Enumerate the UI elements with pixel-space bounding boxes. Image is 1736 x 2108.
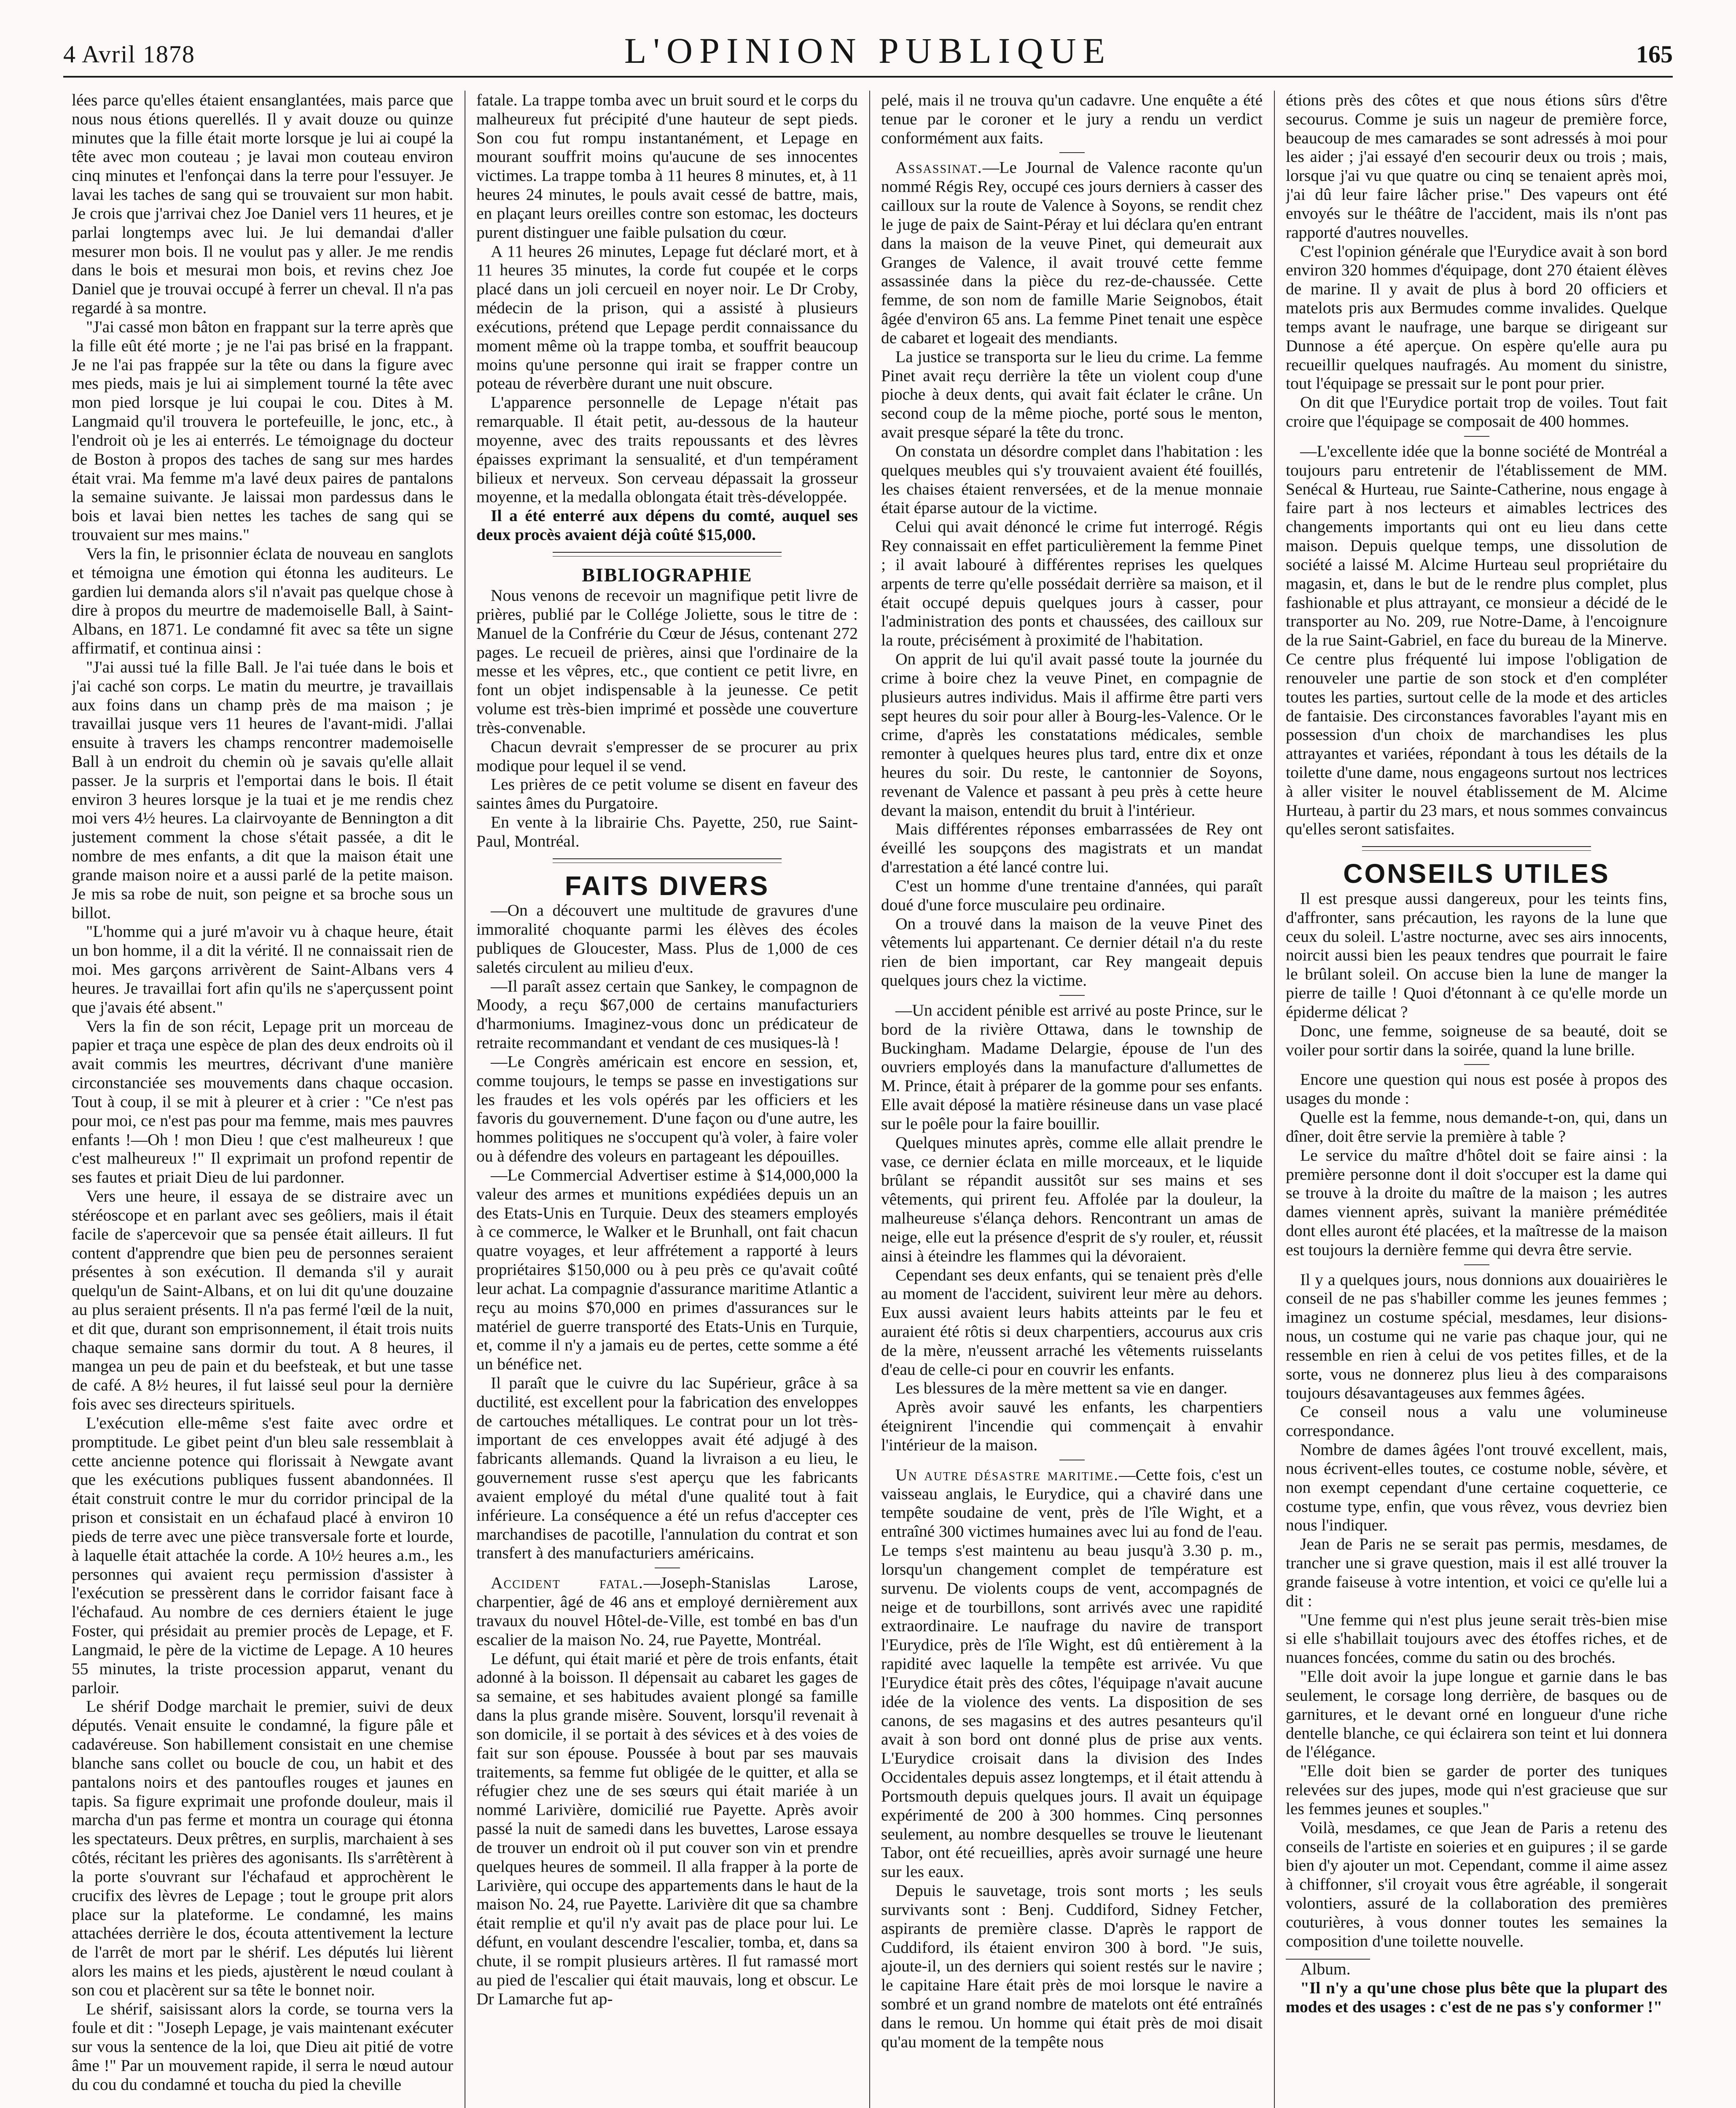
- short-rule: [1464, 1264, 1489, 1265]
- paragraph: —Le Congrès américain est encore en session, et, comme toujours, le temps se passe en investigations sur les fraudes et les vols opérés par les officiers et les favoris du gouvernement. D'une façon ou d'une autre, les hommes politiques ne s'occupent qu'à voler, à faire voler ou à défendre des voleurs en partageant les dépouilles.: [476, 1052, 858, 1166]
- paragraph: "Elle doit avoir la jupe longue et garnie dans le bas seulement, le corsage long derrière, de basques ou de garnitures, et le devant orné en longueur d'une riche dentelle blanche, ce qui éclairera son teint et lui donnera de l'élégance.: [1286, 1667, 1667, 1761]
- paragraph: Les blessures de la mère mettent sa vie en danger.: [895, 1379, 1228, 1398]
- item-text: —Cette fois, c'est un vaisseau anglais, le Eurydice, qui a chaviré dans une tempête soudaine de vent, près de l'île Wight, et a entraîné 300 victimes humaines avec lui au fond de l'eau. Le temps s'est maintenu au beau jusqu'à 3.30 p. m., lorsqu'un changement complet de température est survenu. De violents coups de vent, accompagnés de neige et de tourbillons, sont arrivés avec une rapidité extraordinaire. Le naufrage du navire de transport l'Eurydice, près de l'île Wight, est dû entièrement à la rapidité avec laquelle la tempête est arrivée. Vu que l'Eurydice était près des côtes, l'équipage n'avait aucune idée de la violence des vents. La disposition de ses canons, de ses magasins et des autres pesanteurs qu'il avait à son bord ont donné plus de prise aux vents. L'Eurydice croisait dans la division des Indes Occidentales depuis assez longtemps, et il était attendu à Portsmouth depuis quelques jours. Il avait un équipage expérimenté de 200 à 300 hommes. Cinq personnes seulement, au nombre desquelles se trouve le lieutenant Tabor, ont été recueillies, après avoir surnagé une heure sur les eaux.: [881, 1465, 1263, 1881]
- paragraph: On constata un désordre complet dans l'habitation : les quelques meubles qui s'y trouvaient avaient été fouillés, les chaises étaient renversées, et de la menue monnaie était éparse autour de la victime.: [881, 441, 1263, 517]
- paragraph: L'apparence personnelle de Lepage n'était pas remarquable. Il était petit, au-dessous de la hauteur moyenne, avec des traits repoussants et des lèvres épaisses exprimant la sensualité, et d'un tempérament bilieux et nerveux. Son cerveau dépassait la grosseur moyenne, et la medalla oblongata était très-développée.: [476, 393, 858, 506]
- ornament-divider: [553, 858, 782, 863]
- paragraph: —Un accident pénible est arrivé au poste Prince, sur le bord de la rivière Ottawa, dans le township de Buckingham. Madame Delargie, épouse de l'un des ouvriers employés dans la manufacture d'allumettes de M. Prince, était à préparer de la gomme pour ses enfants. Elle avait déposé la matière résineuse dans un vase placé sur le poêle pour la faire bouillir.: [881, 1000, 1263, 1133]
- paragraph: [476, 1573, 858, 1649]
- paragraph: —L'excellente idée que la bonne société de Montréal a toujours paru entretenir de l'établissement de MM. Senécal & Hurteau, rue Sainte-Catherine, nous engage à faire part à nos lecteurs et aimables lectrices des changements importants qui ont eu lieu dans cette maison. Depuis quelque temps, une dissolution de société a laissé M. Alcime Hurteau seul propriétaire du magasin, et, dans le but de le rendre plus complet, plus fashionable et plus attrayant, ce monsieur a décidé de le transporter au No. 209, rue Notre-Dame, à l'encoignure de la rue Saint-Gabriel, en face du bureau de la Minerve. Ce centre plus fréquenté lui impose l'obligation de renouveler une partie de son stock et d'en compléter toutes les parties, surtout celle de la mode et des articles de fantaisie. Des circonstances favorables l'ayant mis en possession d'un choix de marchandises les plus attrayantes et variées, répondant à tous les détails de la toilette d'une dame, nous engageons surtout nos lectrices à aller visiter le nouvel établissement de M. Alcime Hurteau, à partir du 23 mars, et nous sommes convaincus qu'elles seront satisfaites.: [1286, 441, 1667, 839]
- column-divider: [869, 91, 870, 2108]
- paragraph: Nous venons de recevoir un magnifique petit livre de prières, publié par le Collége Joliette, sous le titre de : Manuel de la Confrérie du Cœur de Jésus, contenant 272 pages. Le recueil de prières, ainsi que l'ordinaire de la messe et les vêpres, etc., que contient ce petit livre, en font un objet indispensable à la jeunesse. Ce petit volume est très-bien imprimé et possède une couverture très-convenable.: [476, 586, 858, 737]
- paragraph: C'est l'opinion générale que l'Eurydice avait à son bord environ 320 hommes d'équipage, dont 270 étaient élèves de marine. Il y avait de plus à bord 20 officiers et matelots pris aux Bermudes comme invalides. Quelque temps avant le naufrage, une barque se dirigeant sur Dunnose a été aperçue. On espère qu'elle aura pu recueillir quelques naufragés. Au moment du sinistre, tout l'équipage se pressait sur le pont pour prier.: [1286, 242, 1667, 393]
- column-4: [1286, 91, 1667, 2108]
- paragraph: L'exécution elle-même s'est faite avec ordre et promptitude. Le gibet peint d'un bleu sale ressemblait à cette ancienne potence qui florissait à Newgate avant que les exécutions publiques fussent abandonnées. Il était construit contre le mur du corridor principal de la prison et consistait en un échafaud placé à environ 10 pieds de terre avec une pièce transversale forte et lourde, à laquelle était attachée la corde. A 10½ heures a.m., les personnes qui avaient reçu permission d'assister à l'exécution se pressèrent dans le corridor faisant face à l'échafaud. Au nombre de ces derniers étaient le juge Foster, qui présidait au premier procès de Lepage, et F. Langmaid, le père de la victime de Lepage. A 10 heures 55 minutes, la triste procession apparut, venant du parloir.: [72, 1413, 453, 1697]
- paragraph: Chacun devrait s'empresser de se procurer au prix modique pour lequel il se vend.: [476, 737, 858, 775]
- paragraph: Le défunt, qui était marié et père de trois enfants, était adonné à la boisson. Il dépensait au cabaret les gages de sa semaine, et ses habitudes avaient plongé sa famille dans la plus grande misère. Souvent, lorsqu'il revenait à son domicile, il se portait à des sévices et à des voies de fait sur son épouse. Poussée à bout par ses mauvais traitements, sa femme fut obligée de le quitter, et alla se réfugier chez une de ses sœurs qui était mariée à un nommé Larivière, domicilié rue Payette. Après avoir passé la nuit de samedi dans les buvettes, Larose essaya de trouver un endroit où il put couver son vin et prendre quelques heures de sommeil. Il alla frapper à la porte de Larivière, qui occupe des appartements dans le haut de la maison No. 24, rue Payette. Larivière dit que sa chambre était remplie et qu'il n'y avait pas de place pour lui. Le défunt, en voulant descendre l'escalier, tomba, et, dans sa chute, il se rompit plusieurs artères. Il fut ramassé mort au pied de l'escalier qui était mauvais, long et obscur. Le Dr Lamarche fut ap-: [476, 1649, 858, 2008]
- paragraph: Vers la fin de son récit, Lepage prit un morceau de papier et traça une espèce de plan des deux endroits où il avait commis les meurtres, décrivant d'une manière circonstanciée ses mouvements dans chaque occasion. Tout à coup, il se mit à pleurer et à crier : "Ce n'est pas pour moi, ce n'est pas pour ma femme, mais mes pauvres enfants !—Oh ! mon Dieu ! que c'est malheureux ! que c'est malheureux !" Il exprimait un profond repentir de ses fautes et priait Dieu de lui pardonner.: [72, 1016, 453, 1187]
- paragraph: On a trouvé dans la maison de la veuve Pinet des vêtements lui appartenant. Ce dernier détail n'a du reste rien de bien important, car Rey mangeait depuis quelques jours chez la victime.: [881, 914, 1263, 990]
- paragraph: "J'ai aussi tué la fille Ball. Je l'ai tuée dans le bois et j'ai caché son corps. Le matin du meurtre, je travaillais aux foins dans un champ près de ma maison ; je travaillai jusque vers 11 heures de l'avant-midi. J'allai ensuite à travers les champs rencontrer mademoiselle Ball à un endroit du chemin où je savais qu'elle allait passer. Je la surpris et l'emportai dans le bois. Il était environ 3 heures lorsque je la tuai et je me rendis chez moi vers 4½ heures. La clairvoyante de Bennington a dit justement comment la chose s'était passée, a dit le nombre de mes enfants, a dit que la maison était une grande maison noire et a aussi parlé de la petite maison. Je mis sa robe de nuit, son peigne et sa broche sous un billot.: [72, 657, 453, 922]
- ornament-divider: [1362, 846, 1591, 851]
- paragraph: C'est un homme d'une trentaine d'années, qui paraît doué d'une force musculaire peu ordinaire.: [881, 876, 1263, 914]
- paragraph: lées parce qu'elles étaient ensanglantées, mais parce que nous nous étions querellés. Il y avait douze ou quinze minutes que la fille était morte lorsque je lui ai coupé la tête avec mon couteau ; je lavai mon couteau environ cinq minutes et l'enfonçai dans la terre pour l'essuyer. Je lavai les taches de sang qui se trouvaient sur mon habit. Je crois que j'arrivai chez Joe Daniel vers 11 heures, et je parlai longtemps avec lui. Je lui demandai d'aller mesurer mon bois. Il ne voulut pas y aller. Je me rendis dans le bois et mesurai mon bois, et revins chez Joe Daniel que je trouvai occupé à ferrer un cheval. Il n'a pas regardé à sa montre.: [72, 91, 453, 317]
- short-rule: [1464, 436, 1489, 437]
- paragraph: Depuis le sauvetage, trois sont morts ; les seuls survivants sont : Benj. Cuddiford, Sidney Fetcher, aspirants de première classe. D'après le rapport de Cuddiford, ils étaient environ 300 à bord. "Je suis, ajoute-il, un des derniers qui soient restés sur le navire ; le capitaine Hare était près de moi lorsque le navire a sombré et un grand nombre de matelots ont été entraînés dans le remou. Un homme qui était près de moi disait qu'au moment de la tempête nous: [881, 1881, 1263, 2051]
- paragraph: [881, 1465, 1263, 1881]
- paragraph: Jean de Paris ne se serait pas permis, mesdames, de trancher une si grave question, mais il est allé trouver la grande faiseuse à votre intention, et voici ce qu'elle lui a dit :: [1286, 1535, 1667, 1610]
- paragraph: "Il n'y a qu'une chose plus bête que la plupart des modes et des usages : c'est de ne pas s'y conformer !": [1286, 1979, 1667, 2017]
- paragraph: Après avoir sauvé les enfants, les charpentiers éteignirent l'incendie qui commençait à envahir l'intérieur de la maison.: [881, 1398, 1263, 1454]
- paragraph: Ce conseil nous a valu une volumineuse correspondance.: [1286, 1402, 1667, 1440]
- masthead: [63, 30, 1673, 78]
- section-heading-conseils-utiles: CONSEILS UTILES: [1343, 858, 1610, 889]
- column-1: [72, 91, 453, 2108]
- paragraph: Vers la fin, le prisonnier éclata de nouveau en sanglots et témoigna une émotion qui étonna les auditeurs. Le gardien lui demanda alors s'il n'avait pas quelque chose à dire à propos du meurtre de mademoiselle Ball, à Saint-Albans, en 1871. Le condamné fit avec sa tête un signe affirmatif, et continua ainsi :: [72, 544, 453, 658]
- paragraph: Il y a quelques jours, nous donnions aux douairières le conseil de ne pas s'habiller comme les jeunes femmes ; imaginez un costume spécial, mesdames, leur disions-nous, un costume qui ne varie pas chaque jour, qui ne ressemble en rien à celui de vos petites filles, et de la sorte, vous ne donnerez plus lieu à des comparaisons toujours désavantageuses aux femmes âgées.: [1286, 1270, 1667, 1402]
- issue-date: 4 Avril 1878: [63, 40, 195, 68]
- column-2: [476, 91, 858, 2108]
- paragraph: Donc, une femme, soigneuse de sa beauté, doit se voiler pour sortir dans la soirée, quand la lune brille.: [1286, 1021, 1667, 1059]
- paragraph: étions près des côtes et que nous étions sûrs d'être secourus. Comme je suis un nageur de première force, beaucoup de mes camarades se sont adressés à moi pour les aider ; j'ai essayé d'en secourir deux ou trois ; mais, lorsque j'ai vu que quatre ou cinq se tenaient après moi, j'ai dû leur faire lâcher prise." Des vapeurs ont été envoyés sur le théâtre de l'accident, mais ils n'ont pas rapporté d'autres nouvelles.: [1286, 91, 1667, 242]
- paragraph: "L'homme qui a juré m'avoir vu à chaque heure, était un bon homme, il a dit la vérité. Il ne connaissait rien de moi. Mes garçons arrivèrent de Saint-Albans vers 4 heures. Je travaillai fort afin qu'ils ne s'aperçussent point que j'avais été absent.": [72, 922, 453, 1016]
- paragraph: Il a été enterré aux dépens du comté, auquel ses deux procès avaient déjà coûté $15,000.: [476, 506, 858, 544]
- section-heading-faits-divers: FAITS DIVERS: [564, 870, 770, 901]
- paragraph: [881, 158, 1263, 347]
- paragraph: A 11 heures 26 minutes, Lepage fut déclaré mort, et à 11 heures 35 minutes, la corde fut coupée et le corps placé dans un joli cercueil en noyer noir. Le Dr Croby, médecin de la prison, qui a assisté à plusieurs exécutions, prétend que Lepage perdit connaissance du moment même où la trappe tomba, et souffrit beaucoup moins qu'une personne qui irait se frapper contre un poteau de réverbère durant une nuit obscure.: [476, 242, 858, 393]
- short-rule: [1464, 1064, 1489, 1065]
- paragraph: —On a découvert une multitude de gravures d'une immoralité choquante parmi les élèves des écoles publiques de Gloucester, Mass. Plus de 1,000 de ces saletés circulent au milieu d'eux.: [476, 901, 858, 976]
- section-heading-bibliographie: BIBLIOGRAPHIE: [582, 564, 752, 586]
- paragraph: "Une femme qui n'est plus jeune serait très-bien mise si elle s'habillait toujours avec des étoffes riches, et de nuances foncées, comme du satin ou des brochés.: [1286, 1610, 1667, 1667]
- paragraph: Mais différentes réponses embarrassées de Rey ont éveillé les soupçons des magistrats et un mandat d'arrestation a été lancé contre lui.: [881, 820, 1263, 877]
- paragraph: Les prières de ce petit volume se disent en faveur des saintes âmes du Purgatoire.: [476, 775, 858, 813]
- paragraph: Quelle est la femme, nous demande-t-on, qui, dans un dîner, doit être servie la première à table ?: [1286, 1108, 1667, 1145]
- item-text: —Le Journal de Valence raconte qu'un nommé Régis Rey, occupé ces jours derniers à casser des cailloux sur la route de Valence à Soyons, se rendit chez le juge de paix de Saint-Péray et lui déclara qu'en entrant dans la maison de la veuve Pinet, qui demeurait aux Granges de Valence, il avait trouvé cette femme assassinée dans la pièce du rez-de-chaussée. Cette femme, de son nom de famille Marie Seignobos, était âgée d'environ 65 ans. La femme Pinet tenait une espèce de cabaret et logeait des mendiants.: [881, 158, 1263, 347]
- paragraph: Celui qui avait dénoncé le crime fut interrogé. Régis Rey connaissait en effet particulièrement la femme Pinet ; il avait labouré à différentes reprises les quelques arpents de terre qu'elle possédait derrière sa maison, et il était occupé depuis quelques jours à casser, pour l'administration des ponts et chaussées, des cailloux sur la route, précisément à proximité de l'habitation.: [881, 517, 1263, 650]
- paragraph: Encore une question qui nous est posée à propos des usages du monde :: [1286, 1070, 1667, 1108]
- paragraph: —Le Commercial Advertiser estime à $14,000,000 la valeur des armes et munitions expédiées depuis un an des Etats-Unis en Turquie. Deux des steamers employés à ce commerce, le Walker et le Brunhall, ont fait chacun quatre voyages, et leur affrétement a rapporté à leurs propriétaires $150,000 ou à peu près ce qu'avait coûté leur achat. La compagnie d'assurance maritime Atlantic a reçu au moins $70,000 en primes d'assurances sur le matériel de guerre transporté des Etats-Unis en Turquie, et, comme il n'y a jamais eu de pertes, cette somme a été un bénéfice net.: [476, 1165, 858, 1374]
- paragraph: Le shérif, saisissant alors la corde, se tourna vers la foule et dit : "Joseph Lepage, je vais maintenant exécuter sur vous la sentence de la loi, que Dieu ait pitié de votre âme !" Par un mouvement rapide, il serra le nœud autour du cou du condamné et toucha du pied la cheville: [72, 1999, 453, 2094]
- paragraph: Quelques minutes après, comme elle allait prendre le vase, ce dernier éclata en mille morceaux, et le liquide brûlant se répandit aussitôt sur ses mains et ses vêtements, qui prirent feu. Affolée par la douleur, la malheureuse s'élança dehors. Rencontrant un amas de neige, elle eut la présence d'esprit de s'y rouler, et, réussit ainsi à éteindre les flammes qui la dévoraient.: [881, 1133, 1263, 1265]
- page-number: 165: [1636, 40, 1673, 68]
- paragraph: Nombre de dames âgées l'ont trouvé excellent, mais, nous écrivent-elles toutes, ce costume noble, sévère, et non exempt cependant d'une certaine coquetterie, ce costume type, enfin, que vous rêvez, vous devriez bien nous l'indiquer.: [1286, 1440, 1667, 1535]
- column-divider: [1274, 91, 1275, 2108]
- paragraph: fatale. La trappe tomba avec un bruit sourd et le corps du malheureux fut précipité d'une hauteur de sept pieds. Son cou fut rompu instantanément, et Lepage en mourant souffrit moins qu'aucune de ses innocentes victimes. La trappe tomba à 11 heures 8 minutes, et, à 11 heures 24 minutes, le pouls avait cessé de battre, mais, en plaçant leurs oreilles contre son estomac, les docteurs purent distinguer une faible pulsation du cœur.: [476, 91, 858, 242]
- paragraph: Il est presque aussi dangereux, pour les teints fins, d'affronter, sans précaution, les rayons de la lune que ceux du soleil. L'astre nocturne, avec ses airs innocents, noircit aussi bien les peaux tendres que pourrait le faire le brûlant soleil. On accuse bien la lune de manger la pierre de taille ! Quoi d'étonnant à ce qu'elle morde un épiderme délicat ?: [1286, 889, 1667, 1021]
- paragraph: Vers une heure, il essaya de se distraire avec un stéréoscope et en parlant avec ses geôliers, mais il était facile de s'apercevoir que sa pensée était ailleurs. Il fut content d'apprendre que bien peu de personnes seraient présentes à son exécution. Il demanda s'il y aurait quelqu'un de Saint-Albans, et on lui dit qu'une douzaine au plus seraient présents. Il n'a pas fermé l'œil de la nuit, et dit que, durant son emprisonnement, il était trois nuits chaque semaine sans dormir du tout. A 8 heures, il mangea un peu de pain et du beefsteak, et but une tasse de café. A 8½ heures, il fut laissé seul pour la dernière fois avec ses directeurs spirituels.: [72, 1187, 453, 1414]
- paragraph: pelé, mais il ne trouva qu'un cadavre. Une enquête a été tenue par le coroner et le jury a rendu un verdict conformément aux faits.: [881, 91, 1263, 147]
- paragraph: "Elle doit bien se garder de porter des tuniques relevées sur des jupes, mode qui n'est gracieuse que sur les femmes jeunes et souples.": [1286, 1761, 1667, 1818]
- paragraph: Voilà, mesdames, ce que Jean de Paris a retenu des conseils de l'artiste en soieries et en guipures ; il se garde bien d'y ajouter un mot. Cependant, comme il aime assez à chiffonner, s'il croyait vous être agréable, il songerait volontiers, assuré de la collaboration des premières couturières, à vous donner toutes les semaines la composition d'une toilette nouvelle.: [1286, 1818, 1667, 1950]
- paragraph: Il paraît que le cuivre du lac Supérieur, grâce à sa ductilité, est excellent pour la fabrication des enveloppes de cartouches métalliques. Le contrat pour un lot très-important de ces enveloppes avait été adjugé à des fabricants allemands. Quand la livraison a eu lieu, le gouvernement russe s'est aperçu que les fabricants avaient employé du métal d'une qualité tout à fait inférieure. La conséquence a été un refus d'accepter ces marchandises de pacotille, l'annulation du contrat et son transfert à des manufacturiers américains.: [476, 1374, 858, 1562]
- paragraph: Le shérif Dodge marchait le premier, suivi de deux députés. Venait ensuite le condamné, la figure pâle et cadavéreuse. Son habillement consistait en une chemise blanche sans collet ou boucle de cou, un habit et des pantalons noirs et des pantoufles rouges et jaunes en tapis. Sa figure exprimait une profonde douleur, mais il marcha d'un pas ferme et montra un courage qui étonna les spectateurs. Deux prêtres, en surplis, marchaient à ses côtés, récitant les prières des agonisants. Ils s'arrêtèrent à la porte s'ouvrant sur l'échafaud et approchèrent le crucifix des lèvres de Lepage ; tout le groupe prit alors place sur la plateforme. Le condamné, les mains attachées derrière le dos, écouta attentivement la lecture de l'arrêt de mort par le shérif. Les députés lui lièrent alors les mains et les pieds, ajustèrent le nœud coulant à son cou et placèrent sur sa tête le bonnet noir.: [72, 1697, 453, 1999]
- short-rule: [1059, 152, 1085, 153]
- newspaper-title: L'OPINION PUBLIQUE: [624, 30, 1112, 71]
- short-rule: [1059, 995, 1085, 996]
- ornament-divider: [553, 552, 782, 557]
- item-label: Un autre désastre maritime.: [895, 1465, 1119, 1484]
- paragraph: On apprit de lui qu'il avait passé toute la journée du crime à boire chez la veuve Pinet, en compagnie de plusieurs autres individus. Mais il affirme être parti vers sept heures du soir pour aller à Bourg-les-Valence. Or le crime, d'après les constatations médicales, semble remonter à quelques heures plus tard, entre dix et onze heures du soir. Du reste, le cantonnier de Soyons, revenant de Valence et passant à peu près à cette heure devant la maison, entendit du bruit à l'intérieur.: [881, 650, 1263, 820]
- paragraph: La justice se transporta sur le lieu du crime. La femme Pinet avait reçu derrière la tête un violent coup d'une pioche à deux dents, qui avait fait éclater le crâne. Un second coup de la même pioche, porté sous le menton, avait presque séparé la tête du tronc.: [881, 347, 1263, 442]
- paragraph: On dit que l'Eurydice portait trop de voiles. Tout fait croire que l'équipage se composait de 400 hommes.: [1286, 393, 1667, 431]
- paragraph: En vente à la librairie Chs. Payette, 250, rue Saint-Paul, Montréal.: [476, 813, 858, 850]
- paragraph: Cependant ses deux enfants, qui se tenaient près d'elle au moment de l'accident, suivirent leur mère au dehors. Eux aussi avaient leurs habits atteints par le feu et auraient été rôtis si deux charpentiers, accourus aux cris de la mère, n'eussent arraché les vêtements ruisselants d'eau de celle-ci pour en couvrir les enfants.: [881, 1265, 1263, 1379]
- paragraph: Album.: [1300, 1960, 1351, 1979]
- paragraph: Le service du maître d'hôtel doit se faire ainsi : la première personne dont il doit s'occuper est la dame qui se trouve à la droite du maître de la maison ; les autres dames viennent après, suivant la manière préméditée dont elles auront été placées, et la maîtresse de la maison est toujours la dernière femme qui devra être servie.: [1286, 1145, 1667, 1259]
- item-label: Accident fatal.: [491, 1573, 644, 1592]
- item-text: —Joseph-Stanislas Larose, charpentier, âgé de 46 ans et employé dernièrement aux travaux du nouvel Hôtel-de-Ville, est tombé en bas d'un escalier de la maison No. 24, rue Payette, Montréal.: [476, 1573, 858, 1649]
- paragraph: —Il paraît assez certain que Sankey, le compagnon de Moody, a reçu $67,000 de certains manufacturiers d'harmoniums. Imaginez-vous donc un prédicateur de retraite recommandant et vendant de ces musiques-là !: [476, 976, 858, 1052]
- item-label: Assassinat.: [895, 158, 983, 177]
- paragraph: "J'ai cassé mon bâton en frappant sur la terre après que la fille eût été morte ; je ne l'ai pas brisé en la frappant. Je ne l'ai pas frappée sur la tête ou dans la figure avec mes pieds, mais je lui ai simplement tourné la tête avec mon pied lorsque je lui coupai le cou. Dites à M. Langmaid qu'il trouvera le portefeuille, le jonc, etc., à l'endroit où je les ai enterrés. Le témoignage du docteur de Boston à propos des taches de sang sur mes hardes était vrai. Ma femme m'a lavé deux paires de pantalons la semaine suivante. Je laissai mon pardessus dans le bois et lavai bien nettes les taches de sang qui se trouvaient sur mes mains.": [72, 317, 453, 544]
- column-3: [881, 91, 1263, 2108]
